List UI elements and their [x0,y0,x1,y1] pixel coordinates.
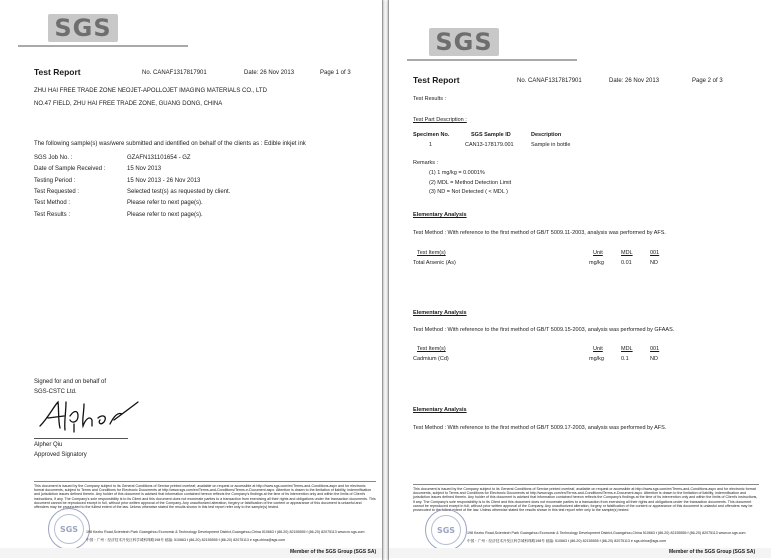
result-cell: 0.1 [621,356,629,362]
report-page-1 [0,0,383,560]
report-page-2 [388,0,771,560]
sgs-seal-text: SGS [431,515,461,545]
footer-address: 198 Kezhu Road,Scientech Park Guangzhou Economic & Technology Development District,Guangzhou,China 510663 t (86-20) 82155555 f (86-20) 82075113 www.cn.sgs.com [467,531,746,535]
field-label: Test Results : [34,212,71,218]
sgs-logo-text: SGS [435,28,493,56]
section-heading: Elementary Analysis [413,407,467,413]
field-value: 15 Nov 2013 - 26 Nov 2013 [127,178,201,184]
specimen-header: Specimen No. [413,132,450,138]
signatory-name: Alpher Qiu [34,442,63,448]
section-heading: Elementary Analysis [413,310,467,316]
specimen-header: SGS Sample ID [471,132,511,138]
footer-rule [34,481,376,482]
specimen-cell: Sample in bottle [531,142,571,148]
section-method: Test Method : With reference to the first method of GB/T 5009.17-2003, analysis was performed by AFS. [413,425,667,431]
remark-item: (3) ND = Not Detected ( < MDL ) [429,189,508,195]
report-number: No. CANAF1317817901 [142,70,207,76]
result-header: MDL [621,346,633,352]
result-header: Test Item(s) [417,250,446,256]
footer-rule [413,484,759,485]
section-method: Test Method : With reference to the first method of GB/T 5009.15-2003, analysis was performed by GFAAS. [413,327,675,333]
field-value: Selected test(s) as requested by client. [127,189,231,195]
signature [34,396,144,434]
report-date: Date: 26 Nov 2013 [244,70,295,76]
footer-address-cn: 中国・广州・经济技术开发区科学城科珠路198号 邮编: 510663 t (86-20) 82155555 f (86-20) 82075113 e sgs.china@sgs.com [467,539,667,543]
company-line-2: NO.47 FIELD, ZHU HAI FREE TRADE ZONE, GUANG DONG, CHINA [34,101,223,107]
signed-line-1: Signed for and on behalf of [34,379,107,385]
section-heading: Elementary Analysis [413,212,467,218]
remark-item: (1) 1 mg/kg = 0.0001% [429,170,485,176]
specimen-cell: CAN13-178179.001 [465,142,514,148]
result-cell: 0.01 [621,260,632,266]
result-header: Test Item(s) [417,346,446,352]
report-title: Test Report [413,75,460,85]
footer-fineprint: This document is issued by the Company subject to its General Conditions of Service printed overleaf, available on request or accessible at http://www.sgs.com/en/Terms-and-Conditions.aspx and for electronic format documents, subject to Terms and Conditions for Electronic Documents at http://www.sgs.com/en/Terms-and-Conditions/Terms-e-Document.aspx. Attention is drawn to the limitation of liability, indemnification and jurisdiction issues defined therein. Any holder of this document is advised that information contained hereon reflects the Company's findings at the time of its intervention only and within the limits of Client's instructions, if any. The Company's sole responsibility is to its Client and this document does not exonerate parties to a transaction from exercising all their rights and obligations under the transaction documents. This document cannot be reproduced except in full, without prior written approval of the Company. Any unauthorized alteration, forgery or falsification of the content or appearance of this document is unlawful and offenders may be prosecuted to the fullest extent of the law. Unless otherwise stated the results shown in this test report refer only to the sample(s) tested. [413,487,758,513]
field-value: 15 Nov 2013 [127,166,162,172]
result-header: Unit [593,250,603,256]
result-header: MDL [621,250,633,256]
field-label: Testing Period : [34,178,76,184]
sgs-seal [48,508,90,550]
field-label: Date of Sample Received : [34,166,106,172]
section-method: Test Method : With reference to the first method of GB/T 5009.11-2003, analysis was performed by AFS. [413,230,666,236]
result-cell: mg/kg [589,260,604,266]
signatory-title: Approved Signatory [34,452,87,458]
field-value: Please refer to next page(s). [127,200,203,206]
result-cell: ND [650,356,658,362]
report-number: No. CANAF1317817901 [517,78,582,84]
footer-address: 198 Kezhu Road,Scientech Park Guangzhou Economic & Technology Development District,Guangzhou,China 510663 t (86-20) 82155555 f (86-20) 82075113 www.cn.sgs.com [86,530,365,534]
logo-rule [407,59,577,61]
specimen-cell: 1 [429,142,433,148]
report-date: Date: 26 Nov 2013 [609,78,660,84]
report-title: Test Report [34,67,81,77]
remark-item: (2) MDL = Method Detection Limit [429,180,512,186]
result-cell: Cadmium (Cd) [413,356,449,362]
result-cell: Total Arsenic (As) [413,260,456,266]
result-cell: ND [650,260,658,266]
sgs-seal-text: SGS [54,514,84,544]
remarks-label: Remarks : [413,160,439,166]
field-label: Test Method : [34,200,71,206]
sgs-logo [429,28,499,56]
footer-member: Member of the SGS Group (SGS SA) [669,549,756,555]
specimen-header: Description [531,132,562,138]
sgs-logo-text: SGS [54,14,112,42]
signed-line-2: SGS-CSTC Ltd. [34,389,77,395]
footer-member: Member of the SGS Group (SGS SA) [290,549,377,555]
test-results-label: Test Results : [413,96,447,102]
footer-fineprint: This document is issued by the Company subject to its General Conditions of Service printed overleaf, available on request or accessible at http://www.sgs.com/en/Terms-and-Conditions.aspx and for electronic format documents, subject to Terms and Conditions for Electronic Documents at http://www.sgs.com/en/Terms-and-Conditions/Terms-e-Document.aspx. Attention is drawn to the limitation of liability, indemnification and jurisdiction issues defined therein. Any holder of this document is advised that information contained hereon reflects the Company's findings at the time of its intervention only and within the limits of Client's instructions, if any. The Company's sole responsibility is to its Client and this document does not exonerate parties to a transaction from exercising all their rights and obligations under the transaction documents. This document cannot be reproduced except in full, without prior written approval of the Company. Any unauthorized alteration, forgery or falsification of the content or appearance of this document is unlawful and offenders may be prosecuted to the fullest extent of the law. Unless otherwise stated the results shown in this test report refer only to the sample(s) tested. [34,484,376,510]
intro-text: The following sample(s) was/were submitted and identified on behalf of the clients as : Edible inkjet ink [34,141,306,147]
footer-address-cn: 中国・广州・经济技术开发区科学城科珠路198号 邮编: 510663 t (86-20) 82155555 f (86-20) 82075113 e sgs.china@sgs.com [86,538,286,542]
result-header: 001 [650,250,660,256]
sgs-seal [425,509,467,551]
sgs-logo [48,14,118,42]
signature-line [34,438,128,439]
result-header: 001 [650,346,660,352]
page-number: Page 2 of 3 [692,78,723,84]
field-label: Test Requested : [34,189,80,195]
part-description-label: Test Part Description : [413,117,467,123]
result-header: Unit [593,346,603,352]
field-value: GZAFN131101654 - GZ [127,155,191,161]
company-line-1: ZHU HAI FREE TRADE ZONE NEOJET-APOLLOJET IMAGING MATERIALS CO., LTD [34,88,267,94]
result-cell: mg/kg [589,356,604,362]
field-value: Please refer to next page(s). [127,212,203,218]
field-label: SGS Job No. : [34,155,73,161]
page-number: Page 1 of 3 [320,70,351,76]
logo-rule [18,45,188,47]
